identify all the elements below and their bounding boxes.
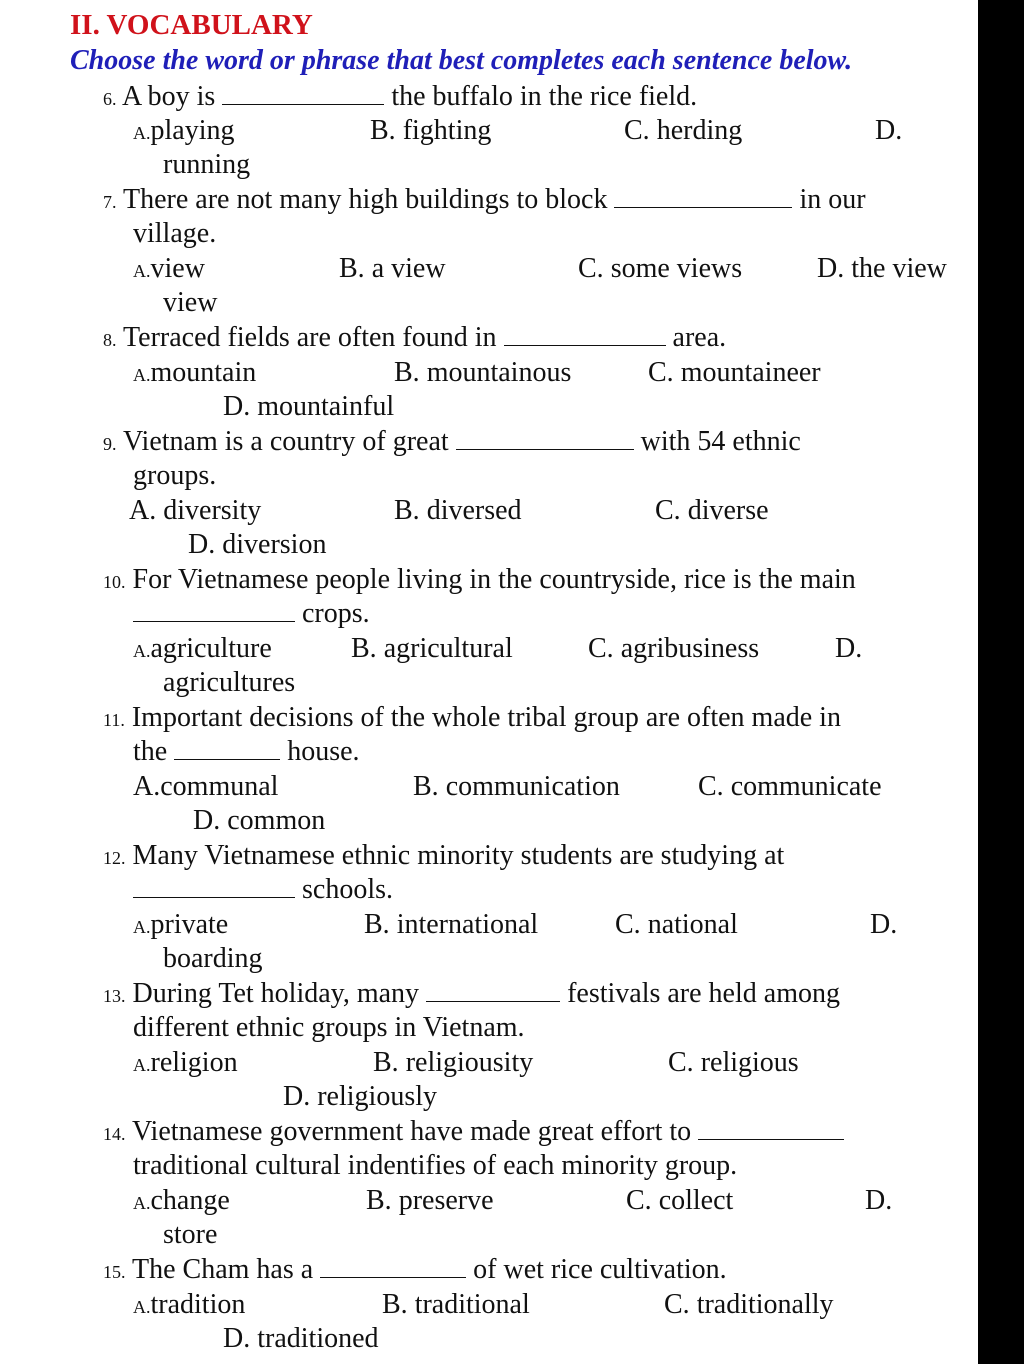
- option-11d[interactable]: D. common: [193, 805, 326, 836]
- option-10b[interactable]: B. agricultural: [351, 633, 513, 664]
- option-12a[interactable]: A.private: [133, 909, 229, 940]
- answer-blank: [456, 429, 634, 450]
- section-instruction: Choose the word or phrase that best completes each sentence below.: [70, 45, 853, 76]
- option-14b[interactable]: B. preserve: [366, 1185, 494, 1216]
- option-6c[interactable]: C. herding: [624, 115, 743, 146]
- question-11-stem-line2: the house.: [133, 736, 360, 767]
- question-14-stem-line2: traditional cultural indentifies of each minority group.: [133, 1150, 738, 1181]
- question-15-stem: 15. The Cham has a of wet rice cultivation.: [103, 1254, 727, 1285]
- option-14a[interactable]: A.change: [133, 1185, 230, 1216]
- option-13d[interactable]: D. religiously: [283, 1081, 437, 1112]
- question-7-stem-line2: village.: [133, 218, 217, 249]
- option-15b[interactable]: B. traditional: [382, 1289, 530, 1320]
- option-8c[interactable]: C. mountaineer: [648, 357, 821, 388]
- answer-blank: [426, 981, 560, 1002]
- question-6-stem: 6. A boy is the buffalo in the rice field.: [103, 81, 698, 112]
- option-15d[interactable]: D. traditioned: [223, 1323, 379, 1354]
- option-6b[interactable]: B. fighting: [370, 115, 492, 146]
- option-15a[interactable]: A.tradition: [133, 1289, 246, 1320]
- question-13-stem: 13. During Tet holiday, many festivals are held among: [103, 978, 840, 1009]
- question-11-stem: 11. Important decisions of the whole tribal group are often made in: [103, 702, 841, 733]
- option-12d-text[interactable]: boarding: [163, 943, 263, 974]
- section-title: II. VOCABULARY: [70, 9, 313, 41]
- answer-blank: [504, 325, 666, 346]
- option-11c[interactable]: C. communicate: [698, 771, 882, 802]
- question-14-stem: 14. Vietnamese government have made great effort to: [103, 1115, 844, 1151]
- option-6a[interactable]: A.playing: [133, 115, 235, 146]
- option-8b[interactable]: B. mountainous: [394, 357, 572, 388]
- question-9-stem-line2: groups.: [133, 460, 217, 491]
- answer-blank: [133, 877, 295, 898]
- option-9d[interactable]: D. diversion: [188, 529, 327, 560]
- question-8-stem: 8. Terraced fields are often found in area.: [103, 322, 727, 353]
- question-10-stem-line2: crops.: [133, 597, 370, 631]
- option-14d-letter[interactable]: D.: [865, 1185, 893, 1216]
- option-11b[interactable]: B. communication: [413, 771, 620, 802]
- question-7-stem: 7. There are not many high buildings to block in our: [103, 184, 866, 215]
- option-15c[interactable]: C. traditionally: [664, 1289, 834, 1320]
- option-9b[interactable]: B. diversed: [394, 495, 522, 526]
- option-7a[interactable]: A.view: [133, 253, 205, 284]
- answer-blank: [320, 1257, 466, 1278]
- option-14d-text[interactable]: store: [163, 1219, 218, 1250]
- question-12-stem: 12. Many Vietnamese ethnic minority students are studying at: [103, 840, 785, 871]
- question-9-stem: 9. Vietnam is a country of great with 54 ethnic: [103, 426, 801, 457]
- option-10c[interactable]: C. agribusiness: [588, 633, 760, 664]
- option-7c[interactable]: C. some views: [578, 253, 743, 284]
- option-9a[interactable]: A. diversity: [129, 495, 262, 526]
- option-7d[interactable]: D. the view: [817, 253, 947, 284]
- option-14c[interactable]: C. collect: [626, 1185, 734, 1216]
- option-8a[interactable]: A.mountain: [133, 357, 257, 388]
- option-12b[interactable]: B. international: [364, 909, 539, 940]
- option-10d-letter[interactable]: D.: [835, 633, 863, 664]
- option-7d-wrap[interactable]: view: [163, 287, 218, 318]
- option-7b[interactable]: B. a view: [339, 253, 446, 284]
- option-8d[interactable]: D. mountainful: [223, 391, 395, 422]
- option-10d-text[interactable]: agricultures: [163, 667, 296, 698]
- option-6d-letter[interactable]: D.: [875, 115, 903, 146]
- question-12-stem-line2: schools.: [133, 873, 393, 907]
- answer-blank: [174, 739, 280, 760]
- option-13c[interactable]: C. religious: [668, 1047, 799, 1078]
- answer-blank: [133, 601, 295, 622]
- option-10a[interactable]: A.agriculture: [133, 633, 272, 664]
- option-11a[interactable]: A.communal: [133, 771, 279, 802]
- question-10-stem: 10. For Vietnamese people living in the countryside, rice is the main: [103, 564, 856, 595]
- option-9c[interactable]: C. diverse: [655, 495, 769, 526]
- answer-blank: [698, 1119, 844, 1140]
- answer-blank: [222, 84, 384, 105]
- option-12d-letter[interactable]: D.: [870, 909, 898, 940]
- question-13-stem-line2: different ethnic groups in Vietnam.: [133, 1012, 525, 1043]
- option-6d-text[interactable]: running: [163, 149, 251, 180]
- option-13a[interactable]: A.religion: [133, 1047, 238, 1078]
- option-13b[interactable]: B. religiousity: [373, 1047, 534, 1078]
- answer-blank: [614, 187, 792, 208]
- option-12c[interactable]: C. national: [615, 909, 738, 940]
